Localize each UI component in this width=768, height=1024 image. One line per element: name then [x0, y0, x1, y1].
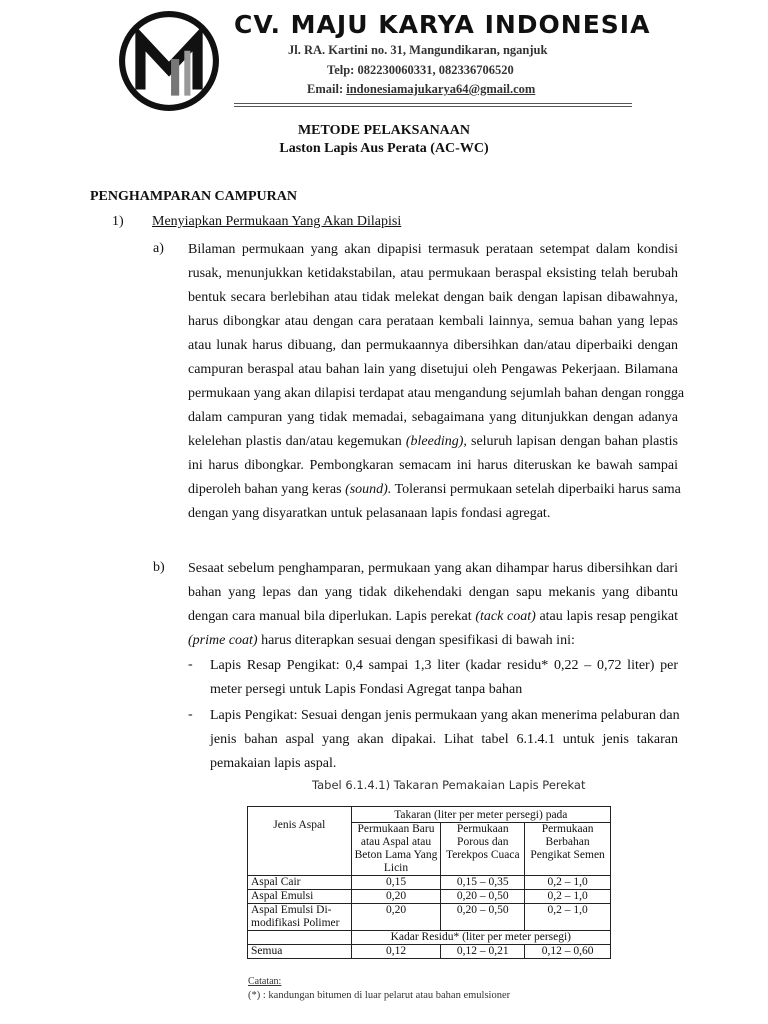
text-run: Toleransi permukaan setelah diperbaiki harus sama [391, 482, 681, 497]
paragraph-a-line: ini harus dibongkar. Pembongkaran semacam ini harus diteruskan ke bawah sampai [188, 458, 678, 473]
table-cell: 0,2 – 1,0 [525, 904, 611, 931]
table-cell: 0,20 – 0,50 [441, 890, 525, 904]
table-cell: 0,15 [351, 876, 441, 890]
paragraph-b-line: Sesaat sebelum penghamparan, permukaan yang akan dihampar harus dibersihkan dari [188, 561, 678, 576]
table-header-row [248, 807, 611, 823]
company-email-line [307, 82, 535, 97]
table-row [248, 904, 611, 931]
company-name: CV. MAJU KARYA INDONESIA [234, 10, 651, 39]
paragraph-b-line [188, 632, 678, 650]
table-cell: 0,20 [351, 890, 441, 904]
item-number: 1) [112, 214, 124, 229]
tack-coat-rate-table [247, 806, 611, 959]
bullet-line: pemakaian lapis aspal. [210, 756, 337, 771]
paragraph-a-line: campuran beraspal atau bahan lain yang disetujui oleh Pengawas Pekerjaan. Bilamana [188, 362, 678, 377]
bullet-line: meter persegi untuk Lapis Fondasi Agregat tanpa bahan [210, 682, 523, 697]
text-run: seluruh lapisan dengan bahan plastis [466, 434, 678, 449]
table-group-header: Takaran (liter per meter persegi) pada [351, 807, 610, 823]
table-cell-name: Aspal Cair [248, 876, 352, 890]
table-cell-name: Aspal Emulsi [248, 890, 352, 904]
text-run: diperoleh bahan yang keras [188, 482, 346, 497]
paragraph-a-line: rusak, menunjukkan ketidakstabilan, atau permukaan beraspal eksisting telah berubah [188, 266, 678, 281]
paragraph-a-line [188, 481, 681, 499]
italic-term: (prime coat) [188, 633, 258, 648]
table-header-cell: Permukaan Porous dan Terekpos Cuaca [441, 823, 525, 876]
company-phone: Telp: 082230060331, 082336706520 [327, 63, 514, 77]
table-cell: 0,2 – 1,0 [525, 876, 611, 890]
table-header-cell: Permukaan Berbahan Pengikat Semen [525, 823, 611, 876]
paragraph-a-line: atau lunak harus dibuang, dan permukaannya dibersihkan dan/atau diperbaiki dengan [188, 338, 678, 353]
paragraph-b-line [188, 608, 678, 626]
table-row [248, 945, 611, 959]
paragraph-a-line: dalam campuran yang tidak memadai, sebagaimana yang ditunjukkan dengan adanya [188, 410, 678, 425]
bullet-dash: - [188, 707, 193, 722]
table-cell-name: Semua [248, 945, 352, 959]
table-cell: 0,20 – 0,50 [441, 904, 525, 931]
text-run: atau lapis resap pengikat [535, 609, 678, 624]
company-email-link[interactable]: indonesiamajukarya64@gmail.com [346, 82, 536, 96]
table-cell-name: Aspal Emulsi Di-modifikasi Polimer [248, 904, 352, 931]
paragraph-a-line: harus dibongkar atau dengan cara perataan kembali lainnya, semua bahan yang lepas [188, 314, 678, 329]
paragraph-a-label: a) [153, 241, 164, 256]
table-cell: 0,15 – 0,35 [441, 876, 525, 890]
document-subtitle: Laston Lapis Aus Perata (AC-WC) [279, 141, 489, 156]
document-title: METODE PELAKSANAAN [297, 123, 471, 138]
letterhead-divider [234, 103, 632, 107]
table-caption: Tabel 6.1.4.1) Takaran Pemakaian Lapis Perekat [312, 778, 586, 792]
notes-label: Catatan: [248, 976, 282, 987]
italic-term: (bleeding), [405, 434, 467, 449]
text-run: harus diterapkan sesuai dengan spesifikasi di bawah ini: [257, 633, 575, 648]
text-run: dengan cara manual bila diperlukan. Lapis perekat [188, 609, 476, 624]
bullet-line: Lapis Resap Pengikat: 0,4 sampai 1,3 liter (kadar residu* 0,22 – 0,72 liter) per [210, 658, 678, 673]
italic-term: (sound). [345, 482, 392, 497]
table-empty-cell [248, 931, 352, 945]
company-logo [118, 10, 220, 112]
table-cell: 0,12 – 0,60 [525, 945, 611, 959]
paragraph-a-line [188, 433, 678, 451]
table-subheader-row [248, 931, 611, 945]
table-cell: 0,20 [351, 904, 441, 931]
table-cell: 0,12 [351, 945, 441, 959]
table-residu-header: Kadar Residu* (liter per meter persegi) [351, 931, 610, 945]
paragraph-b-line: bahan yang lepas dan yang tidak dikehendaki dengan sapu mekanis yang dibantu [188, 585, 678, 600]
bullet-line: Lapis Pengikat: Sesuai dengan jenis permukaan yang akan menerima pelaburan dan [210, 708, 680, 723]
email-label: Email: [307, 82, 347, 96]
paragraph-a-line: bentuk secara berlebihan atau tidak melekat dengan baik dengan lapisan dibawahnya, [188, 290, 678, 305]
paragraph-a-line: Bilaman permukaan yang akan dipapisi termasuk perataan setempat dalam kondisi [188, 242, 678, 257]
notes-text: (*) : kandungan bitumen di luar pelarut atau bahan emulsioner [248, 990, 511, 1001]
italic-term: (tack coat) [475, 609, 536, 624]
table-header-cell: Jenis Aspal [248, 807, 352, 876]
table-cell: 0,2 – 1,0 [525, 890, 611, 904]
item-title: Menyiapkan Permukaan Yang Akan Dilapisi [152, 214, 402, 229]
paragraph-a-line: dengan yang disyaratkan untuk pelasanaan lapis fondasi agregat. [188, 506, 551, 521]
paragraph-b-label: b) [153, 560, 165, 575]
table-row [248, 890, 611, 904]
section-heading: PENGHAMPARAN CAMPURAN [90, 189, 297, 204]
table-header-cell: Permukaan Baru atau Aspal atau Beton Lama Yang Licin [351, 823, 441, 876]
company-address: Jl. RA. Kartini no. 31, Mangundikaran, nganjuk [288, 43, 548, 57]
table-row [248, 876, 611, 890]
bullet-dash: - [188, 657, 193, 672]
bullet-line: jenis bahan aspal yang akan dipakai. Lihat tabel 6.1.4.1 untuk jenis takaran [210, 732, 678, 747]
table-cell: 0,12 – 0,21 [441, 945, 525, 959]
paragraph-a-line: permukaan yang akan dilapisi terdapat atau mengandung sejumlah bahan dengan rongga [188, 386, 685, 401]
text-run: kelelehan plastis dan/atau kegemukan [188, 434, 406, 449]
